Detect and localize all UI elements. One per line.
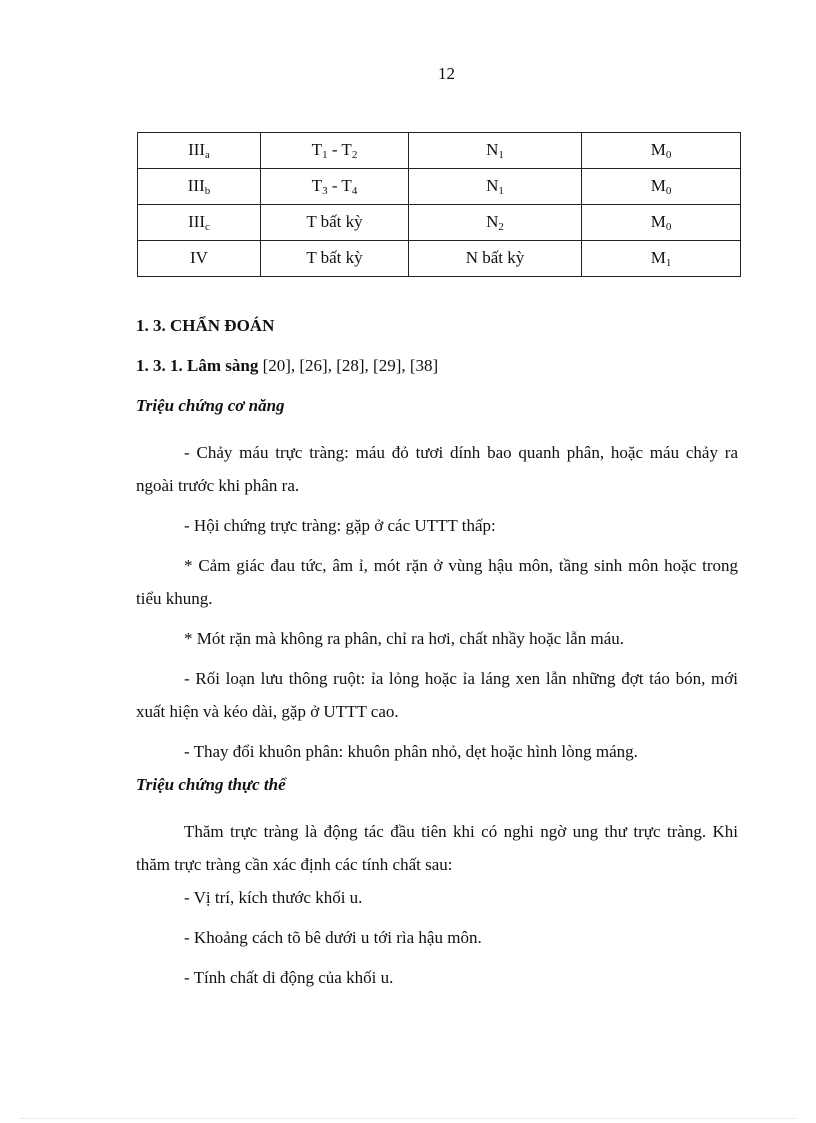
paragraph: - Thay đổi khuôn phân: khuôn phân nhỏ, dẹt hoặc hình lòng máng. [184, 742, 638, 761]
m-cell: $M_1$ [582, 241, 741, 277]
list-item: - Vị trí, kích thước khối u. [184, 888, 363, 907]
stage-cell: $III_b$ [138, 169, 261, 205]
t-cell: T bất kỳ [261, 241, 409, 277]
physical-signs-heading: Triệu chứng thực thể [136, 775, 286, 794]
paragraph: - Rối loạn lưu thông ruột: ỉa lỏng hoặc ỉa láng xen lẫn những đợt táo bón, mới xuất hiện và kéo dài, gặp ở UTTT cao. [136, 669, 738, 721]
paragraph: - Hội chứng trực tràng: gặp ở các UTTT thấp: [184, 516, 496, 535]
subsection-title: 1. 3. 1. Lâm sàng [136, 356, 259, 375]
functional-symptoms-heading: Triệu chứng cơ năng [136, 396, 285, 415]
n-cell: $N_1$ [409, 169, 582, 205]
subsection-heading [136, 356, 738, 376]
n-cell: $N_1$ [409, 133, 582, 169]
n-cell: N bất kỳ [409, 241, 582, 277]
n-cell: $N_2$ [409, 205, 582, 241]
section-heading: 1. 3. CHẨN ĐOÁN [136, 316, 275, 335]
m-cell: $M_0$ [582, 205, 741, 241]
t-cell: T bất kỳ [261, 205, 409, 241]
subsection-refs: [20], [26], [28], [29], [38] [258, 356, 439, 375]
table-row [138, 241, 741, 277]
stage-cell: IV [138, 241, 261, 277]
list-item: - Khoảng cách tõ bê dưới u tới rìa hậu môn. [184, 928, 482, 947]
paragraph: * Mót rặn mà không ra phân, chỉ ra hơi, chất nhầy hoặc lẫn máu. [184, 629, 624, 648]
footer-divider [20, 1118, 796, 1119]
document-body [136, 316, 738, 1008]
table-row [138, 205, 741, 241]
page-number: 12 [438, 64, 455, 83]
m-cell: $M_0$ [582, 169, 741, 205]
paragraph: * Cảm giác đau tức, âm ỉ, mót rặn ở vùng hậu môn, tầng sinh môn hoặc trong tiểu khung. [136, 556, 738, 608]
table-row [138, 169, 741, 205]
stage-cell: $III_c$ [138, 205, 261, 241]
m-cell: $M_0$ [582, 133, 741, 169]
tnm-staging-table [137, 132, 741, 277]
paragraph: Thăm trực tràng là động tác đầu tiên khi có nghi ngờ ung thư trực tràng. Khi thăm trực tràng cần xác định các tính chất sau: [136, 822, 738, 874]
t-cell: $T_3 - T_4$ [261, 169, 409, 205]
t-cell: $T_1 - T_2$ [261, 133, 409, 169]
paragraph: - Chảy máu trực tràng: máu đỏ tươi dính bao quanh phân, hoặc máu chảy ra ngoài trước khi phân ra. [136, 443, 738, 495]
list-item: - Tính chất di động của khối u. [184, 968, 394, 987]
stage-cell: $III_a$ [138, 133, 261, 169]
table-row [138, 133, 741, 169]
